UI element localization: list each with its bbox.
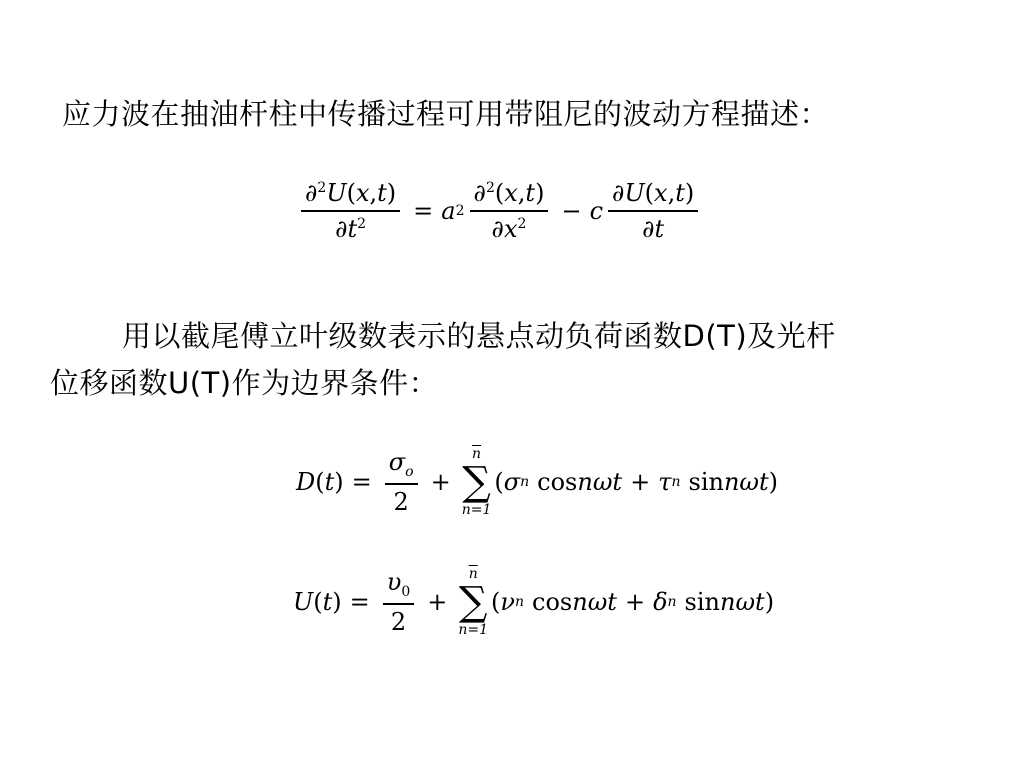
- middle-numerator: ∂$^2$(x,t): [473, 179, 545, 208]
- lhs-fraction: [301, 179, 400, 242]
- sin-function: sin: [684, 588, 720, 616]
- plus-sign: +: [624, 588, 646, 616]
- rhs-denominator: ∂t: [642, 214, 665, 243]
- summation: [462, 447, 492, 517]
- plus-sign: +: [630, 468, 651, 496]
- upsilon-half-fraction: $\frac{\upsilon_0}{2}$: [383, 568, 415, 635]
- U-symbol: U: [293, 588, 314, 616]
- D-symbol: D: [296, 468, 316, 496]
- lower-limit: n=1: [461, 502, 492, 518]
- coefficient-a: a: [441, 197, 456, 225]
- rhs-numerator: ∂U(x,t): [612, 179, 695, 208]
- equals-sign: =: [413, 197, 434, 225]
- upper-limit: $\overline{n}$: [468, 566, 478, 582]
- sigma-half-fraction: $\frac{\sigma_o}{2}$: [385, 448, 418, 515]
- equals-sign: =: [351, 468, 372, 496]
- lhs-numerator: ∂$^2$U(x,t): [305, 179, 397, 208]
- middle-denominator: $\partial x^2$: [491, 214, 527, 243]
- intro-text: 应力波在抽油杆柱中传播过程可用带阻尼的波动方程描述：: [62, 97, 830, 131]
- plus-sign: +: [430, 468, 451, 496]
- coefficient-c: c: [589, 197, 604, 225]
- displacement-series-equation: U ( t ) = $\frac{\upsilon_0}{2}$ + $\overline{n}$ ∑ n=1 ( ν n cos n ω t + δ n sin n ω t ): [293, 566, 775, 638]
- cos-function: cos: [532, 588, 573, 616]
- sum-symbol: ∑: [458, 579, 488, 625]
- lhs-denominator: $\partial t^2$: [335, 214, 367, 243]
- summation: [458, 567, 488, 637]
- boundary-line-2: 位移函数U(T)作为边界条件：: [50, 366, 439, 400]
- a-exponent: 2: [455, 203, 465, 219]
- wave-equation: [296, 172, 703, 250]
- sin-function: sin: [688, 468, 724, 496]
- equals-sign: =: [349, 588, 370, 616]
- minus-sign: −: [561, 197, 582, 225]
- load-series-equation: D ( t ) = $\frac{\sigma_o}{2}$ + $\overline{n}$ ∑ n=1 ( σ n cos n ω t + τ n sin n ω t ): [296, 446, 779, 518]
- upper-limit: $\overline{n}$: [472, 446, 482, 462]
- boundary-line-1: 用以截尾傅立叶级数表示的悬点动负荷函数D(T)及光杆: [122, 319, 836, 353]
- rhs-fraction: [608, 179, 698, 242]
- sum-symbol: ∑: [462, 459, 491, 505]
- lower-limit: n=1: [458, 622, 489, 638]
- plus-sign: +: [427, 588, 448, 616]
- boundary-text: [50, 313, 950, 407]
- middle-fraction: [470, 179, 549, 242]
- cos-function: cos: [537, 468, 578, 496]
